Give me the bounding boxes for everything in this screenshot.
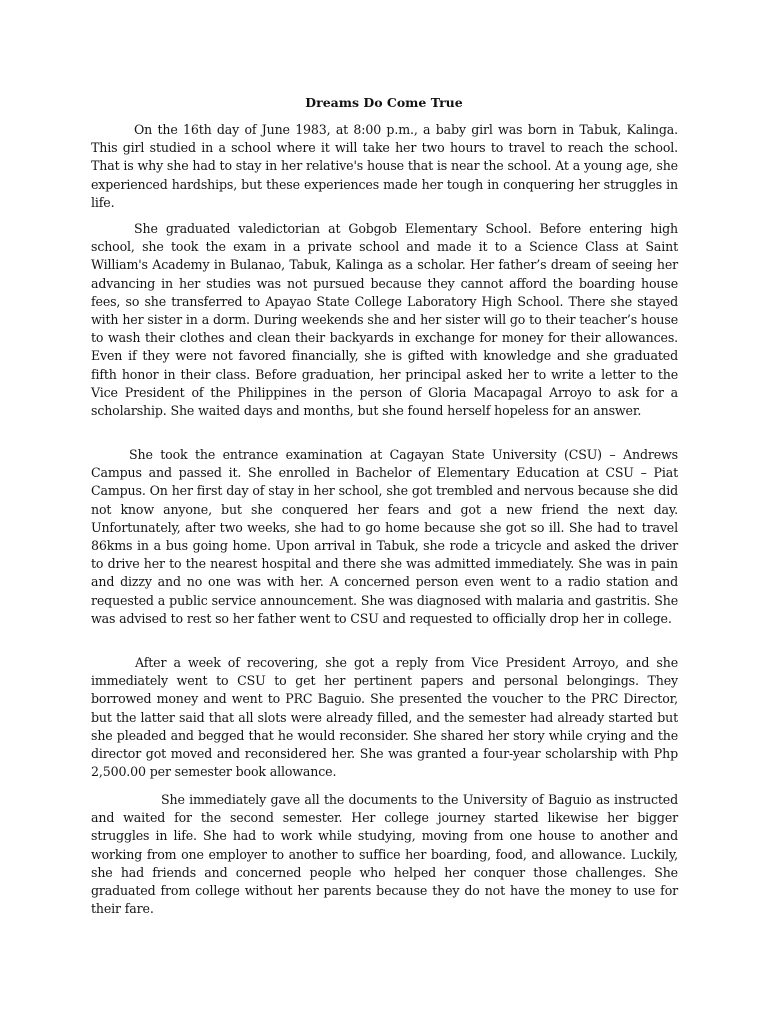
paragraph-5: She immediately gave all the documents to the University of Baguio as instructed and waited for the second semester. Her college journey started likewise her bigger struggles in life. She had to work while studying, moving from one house to another and working from one employer to another to suffice her boarding, food, and allowance. Luckily, she had friends and concerned people who helped her conquer those challenges. She graduated from college without her parents because they do not have the money to use for their fare. — [91, 792, 678, 917]
paragraph-2: She graduated valedictorian at Gobgob Elementary School. Before entering high school, she took the exam in a private school and made it to a Science Class at Saint William's Academy in Bulanao, Tabuk, Kalinga as a scholar. Her father’s dream of seeing her advancing in her studies was not pursued because they cannot afford the boarding house fees, so she transferred to Apayao State College Laboratory High School. There she stayed with her sister in a dorm. During weekends she and her sister will go to their teacher’s house to wash their clothes and clean their backyards in exchange for money for their allowances. Even if they were not favored financially, she is gifted with knowledge and she graduated fifth honor in their class. Before graduation, her principal asked her to write a letter to the Vice President of the Philippines in the person of Gloria Macapagal Arroyo to ask for a scholarship. She waited days and months, but she found herself hopeless for an answer. — [91, 221, 678, 419]
document-title: Dreams Do Come True — [305, 95, 463, 110]
paragraph-1: On the 16th day of June 1983, at 8:00 p.m., a baby girl was born in Tabuk, Kalinga. This girl studied in a school where it will take her two hours to travel to reach the school. That is why she had to stay in her relative's house that is near the school. At a young age, she experienced hardships, but these experiences made her tough in conquering her struggles in life. — [91, 122, 678, 210]
paragraph-3: She took the entrance examination at Cagayan State University (CSU) – Andrews Campus and passed it. She enrolled in Bachelor of Elementary Education at CSU – Piat Campus. On her first day of stay in her school, she got trembled and nervous because she did not know anyone, but she conquered her fears and got a new friend the next day. Unfortunately, after two weeks, she had to go home because she got so ill. She had to travel 86kms in a bus going home. Upon arrival in Tabuk, she rode a tricycle and asked the driver to drive her to the nearest hospital and there she was admitted immediately. She was in pain and dizzy and no one was with her. A concerned person even went to a radio station and requested a public service announcement. She was diagnosed with malaria and gastritis. She was advised to rest so her father went to CSU and requested to officially drop her in college. — [91, 447, 678, 626]
paragraph-4: After a week of recovering, she got a reply from Vice President Arroyo, and she immediately went to CSU to get her pertinent papers and personal belongings. They borrowed money and went to PRC Baguio. She presented the voucher to the PRC Director, but the latter said that all slots were already filled, and the semester had already started but she pleaded and begged that he would reconsider. She shared her story while crying and the director got moved and reconsidered her. She was granted a four-year scholarship with Php 2,500.00 per semester book allowance. — [91, 655, 678, 780]
